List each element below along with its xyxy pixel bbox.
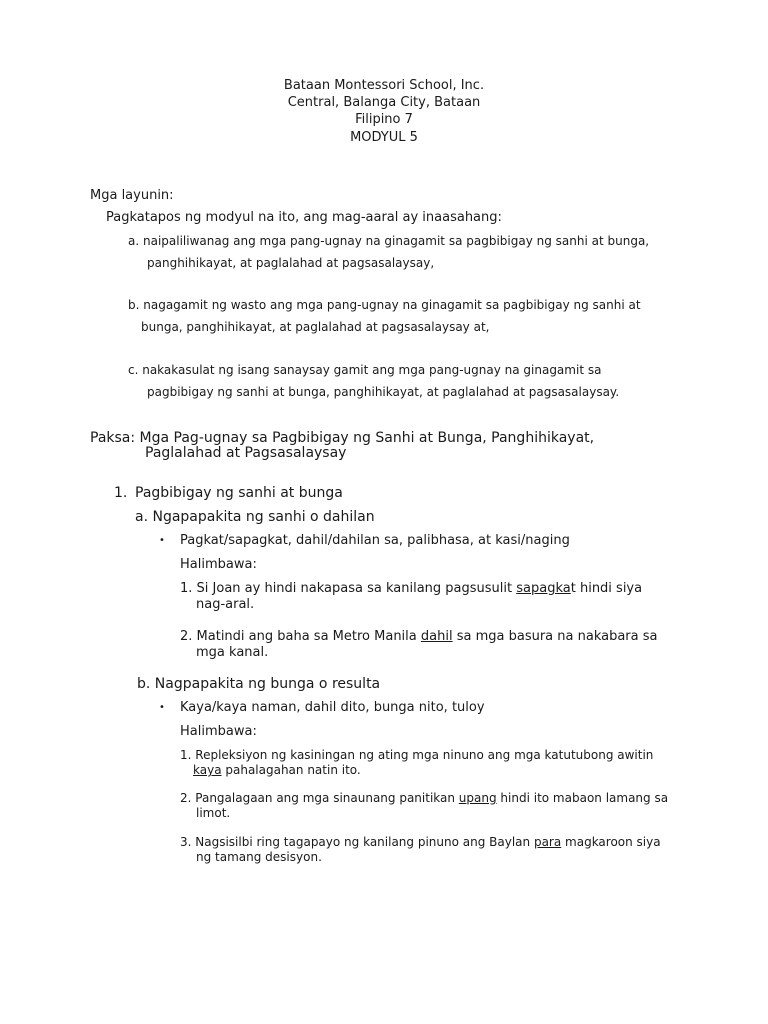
objective-c-line2: pagbibigay ng sanhi at bunga, panghihikayat, at paglalahad at pagsasalaysay. <box>147 385 620 399</box>
bullet-icon: • <box>159 535 165 546</box>
school-address: Central, Balanga City, Bataan <box>287 95 481 110</box>
bullet-icon: • <box>159 702 165 713</box>
objectives-heading: Mga layunin: <box>90 188 174 203</box>
topic-line1: Paksa: Mga Pag-ugnay sa Pagbibigay ng Sanhi at Bunga, Panghihikayat, <box>90 430 595 446</box>
underlined-connector: kaya <box>193 763 222 777</box>
objective-a-line2: panghihikayat, at paglalahad at pagsasalaysay, <box>147 256 435 270</box>
example-label-b: Halimbawa: <box>180 724 257 739</box>
example-b1-line2: kaya pahalagahan natin ito. <box>193 763 361 777</box>
module-title: MODYUL 5 <box>350 130 418 145</box>
underlined-connector: upang <box>458 791 497 805</box>
topic-line2: Paglalahad at Pagsasalaysay <box>145 445 347 461</box>
subsection-a-title: a. Ngapapakita ng sanhi o dahilan <box>135 509 375 525</box>
underlined-connector: sapagka <box>516 581 571 596</box>
example-b3-line2: ng tamang desisyon. <box>196 850 322 864</box>
objective-c-line1: c. nakakasulat ng isang sanaysay gamit ang mga pang-ugnay na ginagamit sa <box>128 363 602 377</box>
school-name: Bataan Montessori School, Inc. <box>283 78 485 93</box>
underlined-connector: dahil <box>420 629 453 644</box>
subsection-a-words: Pagkat/sapagkat, dahil/dahilan sa, palibhasa, at kasi/naging <box>180 533 570 548</box>
objective-a-line1: a. naipaliliwanag ang mga pang-ugnay na ginagamit sa pagbibigay ng sanhi at bunga, <box>128 234 650 248</box>
example-b2-line2: limot. <box>196 806 231 820</box>
example-a2-line2: mga kanal. <box>196 645 269 660</box>
example-a1-line2: nag-aral. <box>196 597 255 612</box>
example-a1-line1: 1. Si Joan ay hindi nakapasa sa kanilang pagsusulit sapagkat hindi siya <box>180 581 643 596</box>
example-b2-line1: 2. Pangalagaan ang mga sinaunang panitikan upang hindi ito mabaon lamang sa <box>180 791 669 805</box>
objective-b-line2: bunga, panghihikayat, at paglalahad at pagsasalaysay at, <box>141 320 490 334</box>
subsection-b-words: Kaya/kaya naman, dahil dito, bunga nito, tuloy <box>180 700 485 715</box>
section-title: Pagbibigay ng sanhi at bunga <box>135 485 343 501</box>
objectives-intro: Pagkatapos ng modyul na ito, ang mag-aaral ay inaasahang: <box>106 210 502 225</box>
subject-title: Filipino 7 <box>355 112 413 127</box>
example-a2-line1: 2. Matindi ang baha sa Metro Manila dahil sa mga basura na nakabara sa <box>180 629 658 644</box>
example-b1-line1: 1. Repleksiyon ng kasiningan ng ating mga ninuno ang mga katutubong awitin <box>180 748 654 762</box>
objective-b-line1: b. nagagamit ng wasto ang mga pang-ugnay na ginagamit sa pagbibigay ng sanhi at <box>128 298 641 312</box>
underlined-connector: para <box>533 835 562 849</box>
subsection-b-title: b. Nagpapakita ng bunga o resulta <box>137 676 381 692</box>
section-number: 1. <box>114 485 128 501</box>
example-label-a: Halimbawa: <box>180 557 257 572</box>
example-b3-line1: 3. Nagsisilbi ring tagapayo ng kanilang pinuno ang Baylan para magkaroon siya <box>180 835 661 849</box>
